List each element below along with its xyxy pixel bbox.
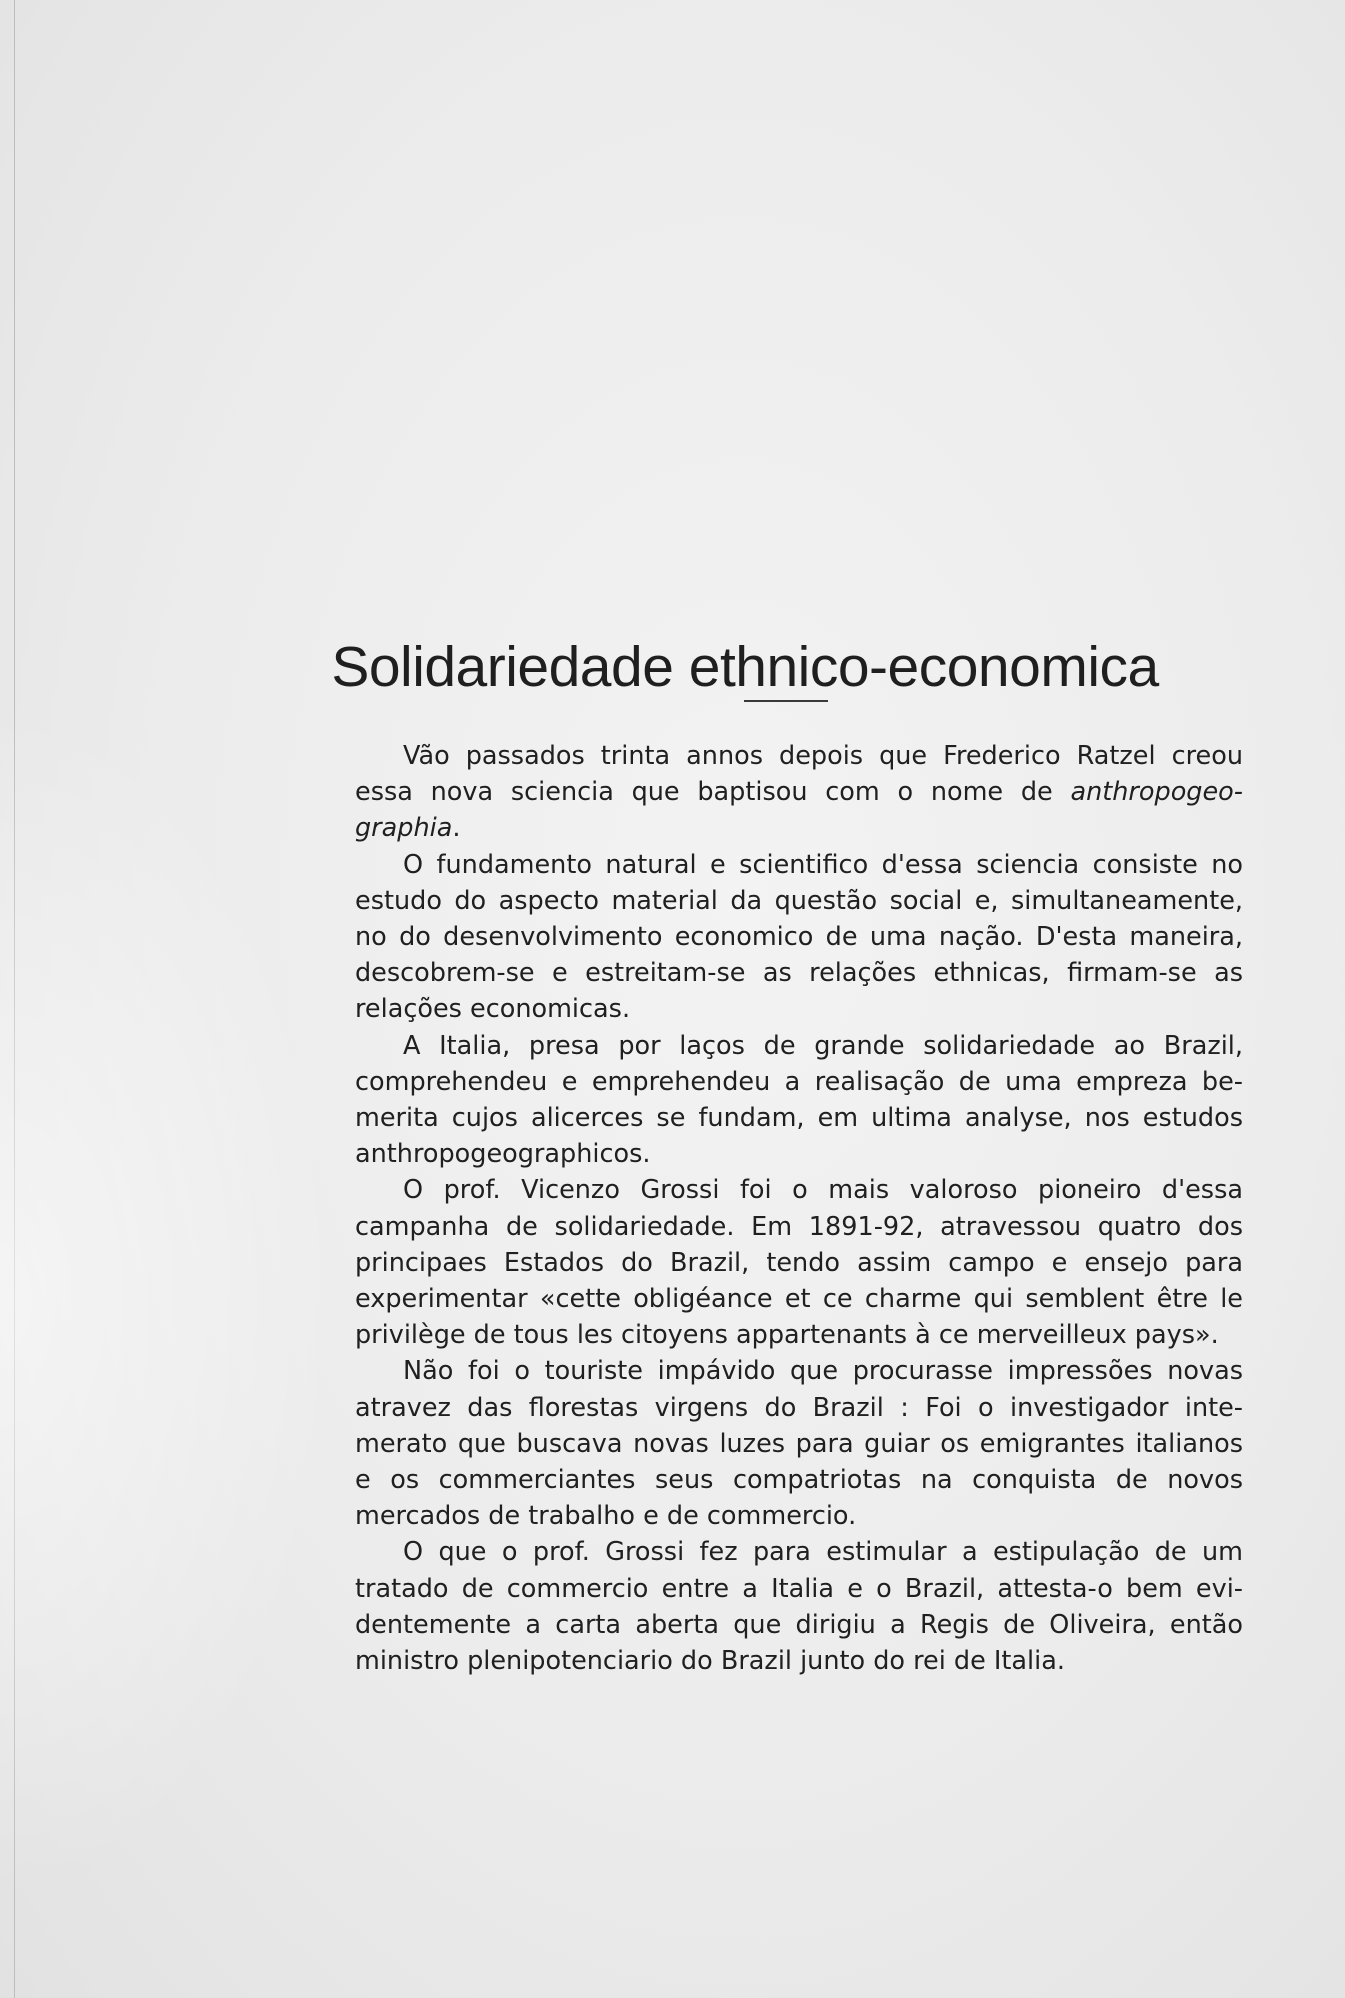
paragraph-text: Vão passados trinta annos depois que Frederico Ratzel creou essa nova sciencia que baptisou com o nome de	[355, 741, 1243, 808]
paragraph	[355, 738, 1243, 847]
paragraph: Não foi o touriste impávido que procurasse impressões novas atravez das florestas virgens do Brazil : Foi o investigador intemerato que buscava novas luzes para guiar os emigrantes italianos e os commerciantes seus compatriotas na conquista de novos mercados de trabalho e de commercio.	[355, 1356, 1243, 1532]
title-divider	[744, 700, 828, 702]
paragraph: A Italia, presa por laços de grande solidariedade ao Brazil, comprehendeu e emprehendeu a realisação de uma empreza bemerita cujos alicerces se fundam, em ultima analyse, nos estudos anthropogeographicos.	[355, 1030, 1243, 1170]
paragraph: O prof. Vicenzo Grossi foi o mais valoroso pioneiro d'essa campanha de solidariedade. Em 1891-92, atravessou quatro dos principaes Estados do Brazil, tendo assim campo e ensejo para experimentar «cette obligéance et ce charme qui semblent être le privilège de tous les citoyens appartenants à ce merveilleux pays».	[355, 1175, 1243, 1351]
page-edge	[14, 0, 15, 1998]
water-stain	[0, 700, 340, 1900]
paragraph: O fundamento natural e scientifico d'essa sciencia consiste no estudo do aspecto material da questão social e, simultaneamente, no do desenvolvimento economico de uma nação. D'esta maneira, descobrem-se e estreitam-se as relações ethnicas, firmam-se as relações economicas.	[355, 849, 1243, 1025]
paragraph-text: .	[452, 813, 461, 844]
body-text	[355, 738, 1243, 1679]
paragraph: O que o prof. Grossi fez para estimular a estipulação de um tratado de commercio entre a Italia e o Brazil, attesta-o bem evidentemente a carta aberta que dirigiu a Regis de Oliveira, então ministro plenipotenciario do Brazil junto do rei de Italia.	[355, 1537, 1243, 1677]
chapter-title: Solidariedade ethnico-economica	[331, 635, 1159, 700]
italic-term: anthropogeographia	[355, 777, 1243, 844]
